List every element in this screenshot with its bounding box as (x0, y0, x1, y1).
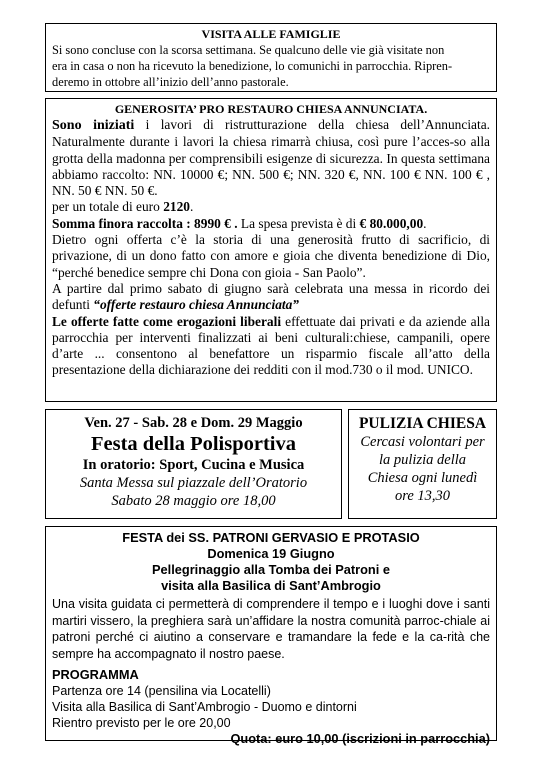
programma-item: Visita alla Basilica di Sant’Ambrogio - Duomo e dintorni (52, 700, 357, 714)
pulizia-line: Chiesa ogni lunedì (367, 470, 478, 486)
paragraph-text: effettuate dai privati e da aziende alla parrocchia per interventi finalizzati ai beni culturali:chiese, campanili, opere d’arte ... consentono al benefattore un risparmio fiscale all’atto della presentazione della dichiarazione dei redditi con il mod.730 o il mod. UNICO. (52, 313, 491, 378)
pulizia-chiesa-box (348, 409, 497, 519)
somma-line (52, 216, 490, 232)
visita-line: deremo in ottobre all’inizio dell’anno pastorale. (52, 75, 289, 89)
visita-famiglie-box (45, 23, 497, 92)
totale-line (52, 199, 490, 215)
generosita-paragraph-5 (52, 314, 490, 379)
somma-label: Somma finora raccolta : 8990 € . (52, 215, 238, 231)
totale-value: 2120 (163, 199, 190, 215)
generosita-paragraph-4 (52, 281, 490, 314)
festa-date-line: Ven. 27 - Sab. 28 e Dom. 29 Maggio (84, 415, 303, 431)
visita-body (52, 42, 490, 90)
festa-title: Festa della Polisportiva (91, 433, 296, 455)
pellegrinaggio-line-1: Pellegrinaggio alla Tomba dei Patroni e (152, 562, 390, 577)
generosita-paragraph-3: Dietro ogni offerta c’è la storia di una generosità frutto di sacrificio, di privazione, di un dono fatto con amore e gioia che diventa benedizione di Dio, “perché benedice sempre chi Dona con gioia - San Paolo”. (52, 232, 490, 280)
offerte-quote: “offerte restauro chiesa Annunciata” (93, 297, 299, 313)
festa-polisportiva-box (45, 409, 342, 519)
erogazioni-label: Le offerte fatte come erogazioni liberali (52, 313, 282, 329)
festa-patroni-box (45, 526, 497, 746)
totale-suffix: . (189, 199, 194, 215)
totale-prefix: per un totale di euro (52, 199, 164, 215)
sono-iniziati-label: Sono iniziati (52, 118, 135, 133)
pellegrinaggio-line-2: visita alla Basilica di Sant’Ambrogio (161, 578, 381, 593)
paragraph-text: A partire dal primo sabato di giugno sarà celebrata una messa in ricordo dei defunti (52, 280, 490, 313)
generosita-paragraph-1 (52, 117, 490, 199)
pulizia-line: ore 13,30 (394, 488, 451, 504)
visita-line: era in casa o non ha ricevuto la benedizione, lo comunichi in parrocchia. Ripren- (52, 59, 453, 73)
generosita-box (45, 98, 497, 402)
pulizia-body (352, 433, 493, 505)
patroni-date: Domenica 19 Giugno (207, 546, 335, 561)
patroni-title: FESTA dei SS. PATRONI GERVASIO E PROTASIO (122, 530, 420, 545)
patroni-body: Una visita guidata ci permetterà di comprendere il tempo e i luoghi dove i santi martiri vissero, la preghiera sarà un’affidare la nostra comunità parroc-chiale ai patroni perché ci aiutino a conservare e tramandare la fede e la ca-rità che sempre ha accompagnato il nostro paese. (52, 597, 490, 661)
programma-item: Partenza ore 14 (pensilina via Locatelli) (52, 684, 271, 698)
generosita-title: GENEROSITA’ PRO RESTAURO CHIESA ANNUNCIATA. (114, 102, 428, 116)
pulizia-line: la pulizia della (379, 452, 466, 468)
visita-title: VISITA ALLE FAMIGLIE (201, 27, 341, 41)
messa-time-line: Sabato 28 maggio ore 18,00 (111, 493, 276, 509)
pulizia-line: Cercasi volontari per (360, 434, 485, 450)
spesa-prefix: La spesa prevista è di (237, 215, 360, 231)
programma-item: Rientro previsto per le ore 20,00 (52, 716, 231, 730)
visita-line: Si sono concluse con la scorsa settimana. Se qualcuno delle vie già visitate non (52, 43, 445, 57)
festa-subtitle: In oratorio: Sport, Cucina e Musica (82, 457, 305, 473)
spesa-suffix: . (423, 215, 427, 231)
paragraph-text: i lavori di ristrutturazione della chiesa dell’Annunciata. Naturalmente durante i lavori la chiesa rimarrà chiusa, così pure l’acces-so alla grotta della madonna per comprensibili esigenze di sicurezza. In questa settimana abbiamo raccolto: NN. 10000 €; NN. 500 €; NN. 320 €, NN. 100 € NN. 100 € , NN. 50 € NN. 50 €. (52, 117, 490, 199)
programma-title: PROGRAMMA (52, 667, 139, 682)
spesa-value: € 80.000,00 (359, 215, 424, 231)
generosita-body (52, 117, 490, 379)
messa-line: Santa Messa sul piazzale dell’Oratorio (79, 475, 308, 491)
quota-line: Quota: euro 10,00 (iscrizioni in parrocchia) (230, 731, 490, 746)
pulizia-title: PULIZIA CHIESA (358, 415, 487, 432)
